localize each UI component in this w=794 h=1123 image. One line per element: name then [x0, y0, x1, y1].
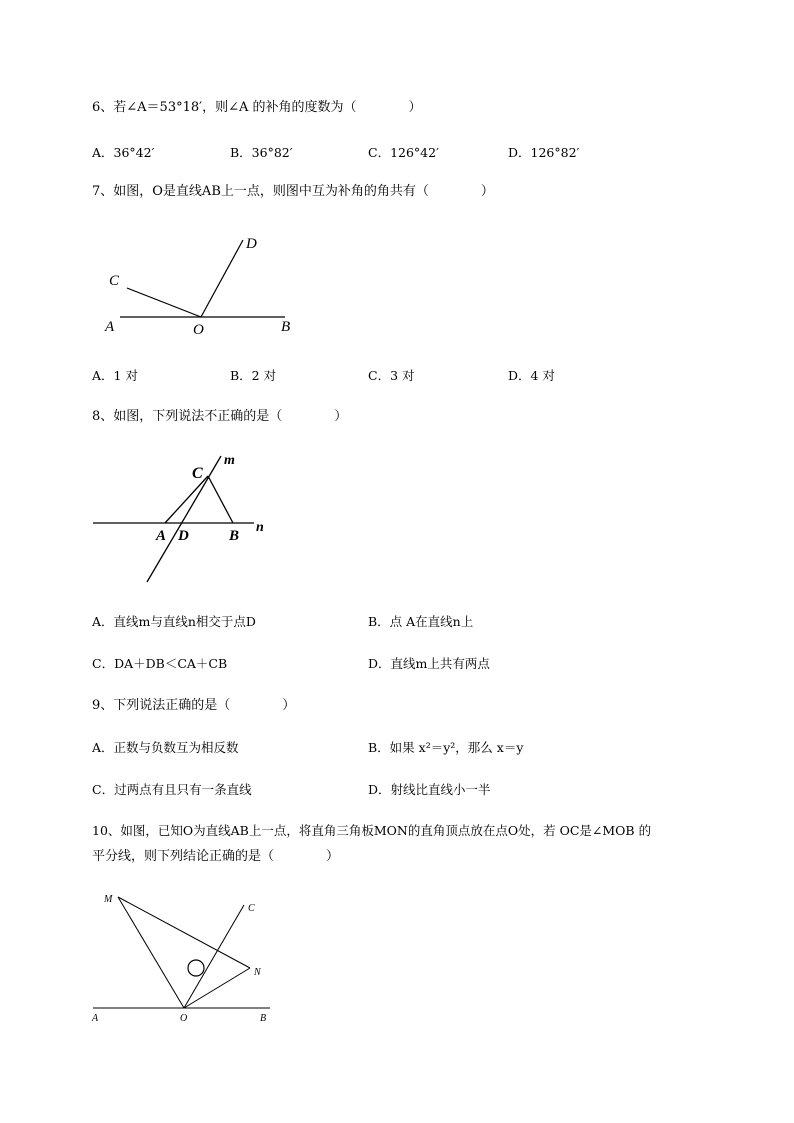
question-7-figure: [95, 228, 315, 343]
figure8-label-m: m: [224, 453, 235, 468]
question-6-option-a: A．36°42′: [92, 145, 155, 160]
question-9-stem: 9、下列说法正确的是（ ）: [92, 698, 296, 713]
question-8-option-b: B．点 A在直线n上: [368, 614, 474, 629]
figure8-label-n: n: [256, 520, 264, 535]
question-8-option-d: D．直线m上共有两点: [368, 656, 490, 671]
question-8-figure: [90, 448, 280, 588]
figure10-label-b: B: [260, 1013, 267, 1024]
question-6-option-c: C．126°42′: [368, 145, 439, 160]
question-8-option-a: A．直线m与直线n相交于点D: [92, 614, 256, 629]
figure7-label-b: B: [281, 319, 291, 335]
figure7-label-c: C: [109, 273, 120, 289]
figure7-label-o: O: [193, 322, 204, 338]
question-8-option-c: C．DA＋DB＜CA＋CB: [92, 656, 228, 671]
question-9-option-b: B．如果 x²＝y²，那么 x＝y: [368, 740, 524, 755]
question-7-stem: 7、如图，O是直线AB上一点，则图中互为补角的角共有（ ）: [92, 184, 494, 199]
question-6-option-d: D．126°82′: [508, 145, 580, 160]
question-10-stem-line1: 10、如图，已知O为直线AB上一点，将直角三角板MON的直角顶点放在点O处，若 OC是∠MOB 的: [92, 823, 652, 838]
question-10-stem-line2: 平分线，则下列结论正确的是（ ）: [92, 849, 340, 864]
question-6-stem: 6、若∠A＝53°18′，则∠A 的补角的度数为（ ）: [92, 100, 422, 115]
figure8-label-b: B: [229, 528, 240, 544]
figure8-label-d: D: [178, 528, 189, 544]
figure10-label-m: M: [104, 894, 113, 905]
figure7-label-d: D: [246, 236, 257, 252]
question-7-option-a: A．1 对: [92, 368, 138, 383]
figure7-label-a: A: [105, 319, 115, 335]
figure10-label-c: C: [248, 903, 255, 914]
question-8-stem: 8、如图，下列说法不正确的是（ ）: [92, 409, 348, 424]
question-7-option-b: B．2 对: [230, 368, 277, 383]
question-9-option-a: A．正数与负数互为相反数: [92, 740, 239, 755]
question-7-option-c: C．3 对: [368, 368, 415, 383]
figure10-label-n: N: [254, 967, 261, 978]
question-6-option-b: B．36°82′: [230, 145, 293, 160]
question-9-option-c: C．过两点有且只有一条直线: [92, 782, 252, 797]
figure8-label-c: C: [192, 465, 203, 482]
question-7-option-d: D．4 对: [508, 368, 555, 383]
figure10-label-o: O: [180, 1013, 188, 1024]
figure8-label-a: A: [156, 528, 167, 544]
figure10-label-a: A: [92, 1013, 99, 1024]
question-10-figure: [88, 890, 278, 1025]
question-9-option-d: D．射线比直线小一半: [368, 782, 491, 797]
